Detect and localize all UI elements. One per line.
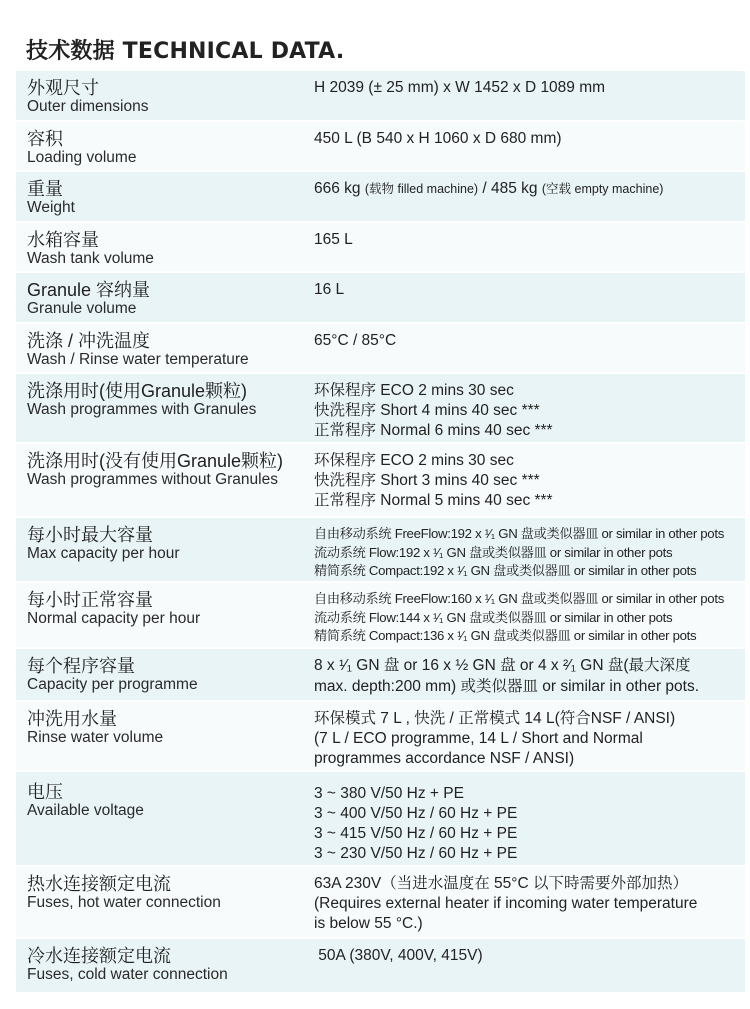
table-row	[16, 939, 745, 994]
row-label-cn: 洗涤用时(使用Granule颗粒)	[27, 381, 248, 401]
table-row	[16, 172, 745, 223]
row-value: 450 L (B 540 x H 1060 x D 680 mm)	[314, 130, 562, 147]
row-value: 正常程序 Normal 5 mins 40 sec ***	[314, 492, 553, 509]
table-row	[16, 273, 745, 324]
row-label-en: Wash tank volume	[27, 250, 154, 267]
row-value: 流动系统 Flow:144 x ¹⁄₁ GN 盘或类似器皿 or similar in other pots	[314, 609, 673, 625]
empty-note: (空载 empty machine)	[541, 182, 664, 196]
row-value: is below 55 °C.)	[314, 915, 423, 932]
row-label-cn: 容积	[27, 129, 63, 149]
row-label-cn: 洗涤 / 冲洗温度	[27, 331, 151, 351]
table-row	[16, 583, 745, 649]
row-value: 流动系统 Flow:192 x ¹⁄₁ GN 盘或类似器皿 or similar in other pots	[314, 544, 673, 560]
row-value: 精简系统 Compact:192 x ¹⁄₁ GN 盘或类似器皿 or similar in other pots	[314, 563, 697, 578]
table-row	[16, 444, 745, 518]
filled-note: (载物 filled machine)	[364, 182, 479, 196]
row-value: 50A (380V, 400V, 415V)	[314, 947, 483, 964]
row-label-cn: 水箱容量	[27, 230, 99, 250]
row-label-en: Granule volume	[27, 300, 137, 317]
row-value: 3 ~ 230 V/50 Hz / 60 Hz + PE	[314, 845, 518, 862]
row-label-cn: 每小时最大容量	[27, 525, 153, 545]
filled-weight: 666 kg	[314, 180, 361, 197]
row-value: 65°C / 85°C	[314, 332, 397, 349]
technical-data-table	[16, 71, 745, 994]
row-value: (Requires external heater if incoming water temperature	[314, 895, 698, 912]
weight-separator: /	[478, 180, 492, 197]
row-label-en: Wash programmes with Granules	[27, 401, 257, 418]
row-value: 快洗程序 Short 4 mins 40 sec ***	[314, 402, 540, 419]
row-label-en: Normal capacity per hour	[27, 610, 201, 627]
row-value: 自由移动系统 FreeFlow:160 x ¹⁄₁ GN 盘或类似器皿 or similar in other pots	[314, 591, 725, 606]
row-label-en: Fuses, cold water connection	[27, 966, 228, 983]
row-value: 环保程序 ECO 2 mins 30 sec	[314, 452, 514, 469]
row-value: 165 L	[314, 231, 353, 248]
row-label-cn: 每个程序容量	[27, 656, 135, 676]
row-value: max. depth:200 mm) 或类似器皿 or similar in other pots.	[314, 677, 700, 695]
row-label-cn: 电压	[27, 782, 63, 802]
row-value	[314, 179, 745, 199]
row-value: 正常程序 Normal 6 mins 40 sec ***	[314, 422, 553, 439]
table-row	[16, 374, 745, 444]
row-label-en: Wash programmes without Granules	[27, 471, 278, 488]
row-label-en: Weight	[27, 199, 75, 216]
row-value: 8 x ¹⁄₁ GN 盘 or 16 x ½ GN 盘 or 4 x ²⁄₁ GN 盘(最大深度	[314, 657, 691, 674]
table-row	[16, 324, 745, 374]
row-value: 精简系统 Compact:136 x ¹⁄₁ GN 盘或类似器皿 or similar in other pots	[314, 628, 697, 643]
row-label-cn: 冲洗用水量	[27, 709, 117, 729]
row-value: programmes accordance NSF / ANSI)	[314, 750, 575, 767]
row-value: 自由移动系统 FreeFlow:192 x ¹⁄₁ GN 盘或类似器皿 or similar in other pots	[314, 526, 725, 541]
empty-weight: 485 kg	[491, 180, 538, 197]
row-value: 3 ~ 380 V/50 Hz + PE	[314, 785, 464, 802]
row-value: 环保模式 7 L , 快洗 / 正常模式 14 L(符合NSF / ANSI)	[314, 710, 676, 727]
row-label-cn: 冷水连接额定电流	[27, 946, 171, 966]
row-value: H 2039 (± 25 mm) x W 1452 x D 1089 mm	[314, 79, 606, 96]
row-label-cn: 热水连接额定电流	[27, 874, 171, 894]
table-row	[16, 518, 745, 583]
row-label-en: Rinse water volume	[27, 729, 164, 746]
table-row	[16, 649, 745, 702]
row-value: 环保程序 ECO 2 mins 30 sec	[314, 382, 514, 399]
row-value: 63A 230V（当进水温度在 55°C 以下時需要外部加热）	[314, 875, 688, 892]
row-label-cn: 洗涤用时(没有使用Granule颗粒)	[27, 451, 284, 471]
row-value: (7 L / ECO programme, 14 L / Short and Normal	[314, 730, 643, 747]
row-label-cn: 重量	[27, 179, 63, 199]
page-title: 技术数据 TECHNICAL DATA.	[26, 39, 345, 64]
table-row	[16, 122, 745, 172]
row-label-en: Wash / Rinse water temperature	[27, 351, 249, 368]
row-value: 快洗程序 Short 3 mins 40 sec ***	[314, 472, 540, 489]
row-label-en: Loading volume	[27, 149, 137, 166]
table-row	[16, 71, 745, 122]
row-label-cn: 外观尺寸	[27, 78, 99, 98]
table-row	[16, 223, 745, 273]
table-row	[16, 772, 745, 867]
row-value: 16 L	[314, 281, 345, 298]
row-label-cn: 每小时正常容量	[27, 590, 153, 610]
row-label-en: Capacity per programme	[27, 676, 198, 693]
row-value: 3 ~ 415 V/50 Hz / 60 Hz + PE	[314, 825, 518, 842]
row-label-en: Outer dimensions	[27, 98, 149, 115]
table-row	[16, 867, 745, 939]
row-label-en: Available voltage	[27, 802, 144, 819]
row-label-en: Max capacity per hour	[27, 545, 180, 562]
table-row	[16, 702, 745, 772]
row-value: 3 ~ 400 V/50 Hz / 60 Hz + PE	[314, 805, 518, 822]
row-label-en: Fuses, hot water connection	[27, 894, 221, 911]
row-label-cn: Granule 容纳量	[27, 280, 151, 300]
